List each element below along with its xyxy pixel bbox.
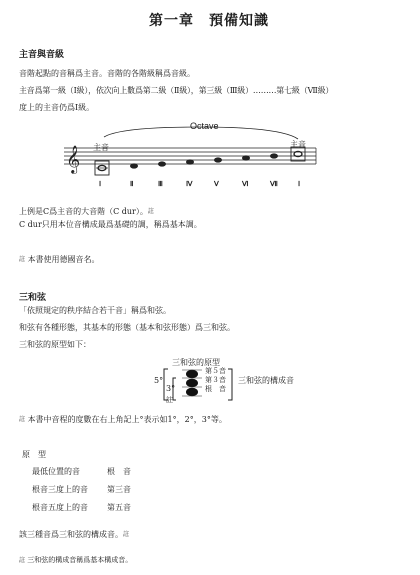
- third-interval-label: 3°: [166, 384, 176, 393]
- degree-label: Ⅵ: [242, 180, 249, 188]
- paragraph: 度上的主音仍爲Ⅰ級。: [19, 103, 95, 112]
- footnote-marker: 註: [19, 256, 26, 263]
- footnote-marker: 註: [123, 531, 130, 538]
- tonic-label-right: 主音: [290, 140, 306, 149]
- footnote-marker: 註: [19, 557, 26, 564]
- degree-label: Ⅱ: [130, 180, 134, 188]
- tone-label-fifth: 第５音: [205, 367, 226, 375]
- paragraph: [19, 207, 154, 217]
- footnote: [19, 556, 132, 565]
- footnote-marker: 註: [19, 416, 26, 423]
- paragraph: [19, 530, 129, 540]
- degree-label: Ⅴ: [214, 180, 219, 188]
- paragraph-text: 上例是C爲主音的大音階（C dur）。: [19, 207, 148, 216]
- paragraph: 音階起點的音稱爲主音。音階的各階級稱爲音級。: [19, 69, 195, 78]
- degree-label: Ⅶ: [270, 180, 278, 188]
- prototype-row-left: 根音五度上的音: [32, 503, 88, 512]
- prototype-row-left: 根音三度上的音: [32, 485, 88, 494]
- triad-diagram-title: 三和弦的原型: [172, 358, 220, 367]
- paragraph: 「依照規定的秩序結合若干音」稱爲和弦。: [19, 306, 171, 315]
- chapter-title: 第一章 預備知識: [149, 13, 269, 29]
- paragraph: C dur只用本位音構成最爲基礎的調，稱爲基本調。: [19, 220, 202, 229]
- tone-label-root: 根 音: [205, 385, 226, 393]
- prototype-row-right: 第三音: [107, 485, 131, 494]
- paragraph: 主音爲第一級（Ⅰ級），依次向上數爲第二級（Ⅱ級），第三級（Ⅲ級）………第七級（Ⅶ級）: [19, 86, 334, 95]
- octave-label: Octave: [190, 121, 219, 131]
- footnote-text: 三和弦的構成音稱爲基本構成音。: [27, 556, 133, 564]
- degree-label: Ⅰ: [298, 180, 301, 188]
- footnote-text: 本書使用德國音名。: [27, 255, 100, 264]
- degree-label: Ⅰ: [99, 180, 102, 188]
- tone-label-third: 第３音: [205, 376, 226, 384]
- fifth-interval-label: 5°: [154, 376, 164, 385]
- paragraph: 三和弦的原型如下：: [19, 340, 91, 349]
- footnote-marker: 註: [147, 208, 154, 215]
- triad-constituents-label: 三和弦的構成音: [238, 376, 294, 385]
- section-heading-triad: 三和弦: [19, 293, 47, 303]
- tonic-label-left: 主音: [93, 143, 109, 152]
- section-heading-tonic: 主音與音級: [19, 50, 65, 60]
- prototype-row-right: 根 音: [107, 467, 131, 476]
- degree-label: Ⅲ: [158, 180, 163, 188]
- paragraph-text: 該三種音爲三和弦的構成音。: [19, 530, 123, 539]
- footnote: [19, 415, 227, 425]
- svg-text:𝄞: 𝄞: [66, 145, 81, 173]
- footnote-text: 本書中音程的度數在右上角記上°表示如1°，2°，3°等。: [27, 415, 227, 424]
- prototype-heading: 原 型: [22, 450, 46, 459]
- prototype-row-right: 第五音: [107, 503, 131, 512]
- footnote: [19, 255, 100, 265]
- footnote-marker: 註: [166, 396, 173, 404]
- degree-label: Ⅳ: [186, 180, 193, 188]
- paragraph: 和弦有各種形態，其基本的形態（基本和弦形態）爲三和弦。: [19, 323, 235, 332]
- prototype-row-left: 最低位置的音: [32, 467, 80, 476]
